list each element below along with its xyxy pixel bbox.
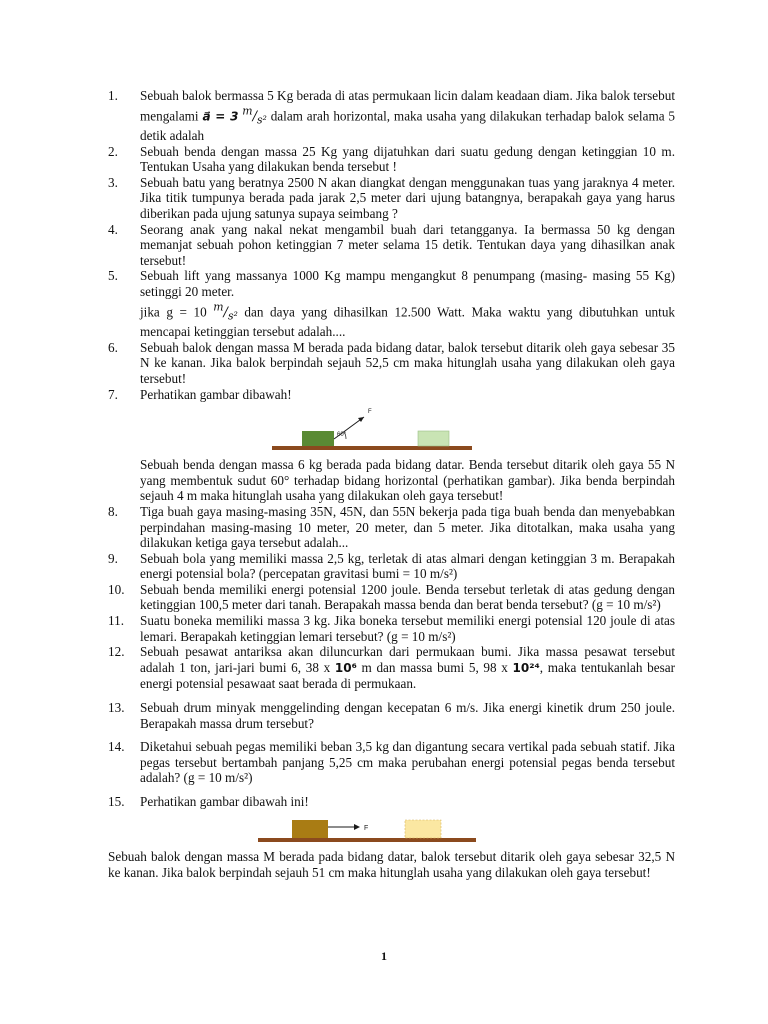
power-of-ten: 10²⁴ bbox=[512, 660, 540, 675]
question-11 bbox=[108, 613, 675, 644]
question-14 bbox=[108, 739, 675, 786]
question-number: 9. bbox=[108, 550, 118, 566]
question-number: 13. bbox=[108, 700, 125, 716]
question-number: 6. bbox=[108, 339, 118, 355]
question-2 bbox=[108, 144, 675, 175]
question-number: 3. bbox=[108, 174, 118, 190]
question-text: Perhatikan gambar dibawah ini! bbox=[140, 794, 309, 809]
question-number: 15. bbox=[108, 794, 125, 809]
question-12 bbox=[108, 644, 675, 692]
question-text: Sebuah balok dengan massa M berada pada bidang datar, balok tersebut ditarik oleh gaya sebesar 35 N ke kanan. Jika balok berpindah sejauh 52,5 cm maka hitunglah usaha yang dilakukan oleh gaya tersebut! bbox=[140, 339, 675, 386]
arrow-head bbox=[354, 824, 360, 830]
question-text: Tiga buah gaya masing-masing 35N, 45N, dan 55N bekerja pada tiga buah benda dan menyebabkan perpindahan masing-masing 10 meter, 20 meter, dan 5 meter. Jika ditotalkan, maka usaha yang dilakukan ketiga gaya tersebut adalah... bbox=[140, 503, 675, 551]
question-text: Sebuah lift yang massanya 1000 Kg mampu mengangkut 8 penumpang (masing- masing 55 Kg) setinggi 20 meter. bbox=[140, 268, 675, 300]
block-displaced bbox=[418, 431, 449, 446]
horizontal-force-figure bbox=[258, 814, 498, 848]
floor-surface bbox=[258, 838, 476, 842]
question-text: Diketahui sebuah pegas memiliki beban 3,5 kg dan digantung secara vertikal pada sebuah statif. Jika pegas tersebut bertambah panjang 5,25 cm maka perubahan energi potensial pegas benda tersebut adalah? (g = 10 m/s²) bbox=[140, 739, 675, 786]
question-4 bbox=[108, 222, 675, 269]
question-10 bbox=[108, 582, 675, 613]
question-list bbox=[108, 88, 675, 848]
acceleration-vector: a⃗ = 3 bbox=[202, 108, 239, 123]
question-number: 12. bbox=[108, 644, 125, 660]
question-text: Sebuah benda dengan massa 25 Kg yang dijatuhkan dari suatu gedung dengan ketinggian 10 m. Tentukan Usaha yang dilakukan benda tersebut ! bbox=[140, 143, 675, 175]
block-displaced bbox=[405, 820, 441, 838]
question-number: 10. bbox=[108, 581, 125, 597]
power-of-ten: 10⁶ bbox=[334, 660, 357, 675]
question-15 bbox=[108, 794, 675, 848]
question-text: Seorang anak yang nakal nekat mengambil buah dari tetangganya. Ia bermassa 50 kg dengan memanjat sebuah pohon ketinggian 7 meter selama 15 detik. Tentukan daya yang dihasilkan anak tersebut! bbox=[140, 221, 675, 268]
question-text-cont: jika g = 10 $^m/_{s^2}$ dan daya yang dihasilkan 12.500 Watt. Maka waktu yang dibutuhkan untuk mencapai ketinggian tersebut adalah.... bbox=[140, 300, 676, 340]
question-number: 4. bbox=[108, 221, 118, 237]
inclined-force-figure bbox=[272, 404, 532, 456]
unit-fraction: $^m/_{s^2}$ bbox=[213, 300, 238, 323]
block bbox=[302, 431, 334, 446]
closing-question-text: Sebuah balok dengan massa M berada pada bidang datar, balok tersebut ditarik oleh gaya sebesar 32,5 N ke kanan. Jika balok berpindah sejauh 51 cm maka hitunglah usaha yang dilakukan oleh gaya tersebut! bbox=[108, 849, 675, 880]
question-number: 11. bbox=[108, 613, 124, 629]
question-text: Sebuah batu yang beratnya 2500 N akan diangkat dengan menggunakan tuas yang jaraknya 4 meter. Jika titik tumpunya berada pada jarak 2,5 meter dari ujung batangnya, berapakah gaya yang harus diberikan pada ujung satunya supaya seimbang ? bbox=[140, 174, 675, 222]
force-label: F bbox=[368, 409, 372, 416]
block bbox=[292, 820, 328, 838]
question-number: 7. bbox=[108, 386, 118, 402]
question-1 bbox=[108, 88, 675, 144]
question-text: Sebuah bola yang memiliki massa 2,5 kg, terletak di atas almari dengan ketinggian 3 m. Berapakah energi potensial bola? (percepatan gravitasi bumi = 10 m/s²) bbox=[140, 550, 675, 582]
question-number: 14. bbox=[108, 739, 125, 755]
question-7 bbox=[108, 387, 675, 504]
question-9 bbox=[108, 551, 675, 582]
question-number: 5. bbox=[108, 268, 118, 284]
question-number: 8. bbox=[108, 503, 118, 519]
question-number: 1. bbox=[108, 88, 118, 103]
page-number: 1 bbox=[381, 949, 387, 963]
question-5 bbox=[108, 268, 675, 339]
question-text: Sebuah benda memiliki energi potensial 1200 joule. Benda tersebut terletak di atas gedung dengan ketinggian 100,5 meter dari tanah. Berapakah massa benda dan berat benda tersebut? (g = 10 m/s²) bbox=[140, 581, 675, 613]
question-text: Sebuah pesawat antariksa akan diluncurkan dari permukaan bumi. Jika massa pesawat tersebut adalah 1 ton, jari-jari bumi 6, 38 x 10⁶ m dan massa bumi 5, 98 x 10²⁴, maka tentukanlah besar energi potensial pesawaat saat berada di permukaan. bbox=[140, 644, 675, 692]
question-text: Sebuah drum minyak menggelinding dengan kecepatan 6 m/s. Jika energi kinetik drum 250 joule. Berapakah massa drum tersebut? bbox=[140, 700, 675, 731]
question-13 bbox=[108, 700, 675, 731]
question-text: Perhatikan gambar dibawah! bbox=[140, 386, 292, 402]
unit-fraction: $^m/_{s^2}$ bbox=[242, 104, 267, 127]
question-3 bbox=[108, 175, 675, 222]
question-6 bbox=[108, 340, 675, 387]
question-number: 2. bbox=[108, 143, 118, 159]
force-label: F bbox=[364, 824, 369, 832]
question-text-cont: Sebuah benda dengan massa 6 kg berada pada bidang datar. Benda tersebut ditarik oleh gaya 55 N yang membentuk sudut 60° terhadap bidang horizontal (perhatikan gambar). Jika benda berpindah sejauh 4 m maka hitunglah usaha yang dilakukan oleh gaya tersebut! bbox=[140, 457, 675, 504]
question-text: Sebuah balok bermassa 5 Kg berada di atas permukaan licin dalam keadaan diam. Jika balok tersebut mengalami a⃗ = 3 $^m/_{s^2}$ dalam arah horizontal, maka usaha yang dilakukan terhadap balok selama 5 detik adalah bbox=[140, 88, 676, 144]
question-text: Suatu boneka memiliki massa 3 kg. Jika boneka tersebut memiliki energi potensial 120 joule di atas lemari. Berapakah ketinggian lemari tersebut? (g = 10 m/s²) bbox=[140, 613, 675, 644]
question-8 bbox=[108, 504, 675, 551]
angle-label: 60° bbox=[337, 432, 347, 439]
floor-surface bbox=[272, 446, 472, 450]
